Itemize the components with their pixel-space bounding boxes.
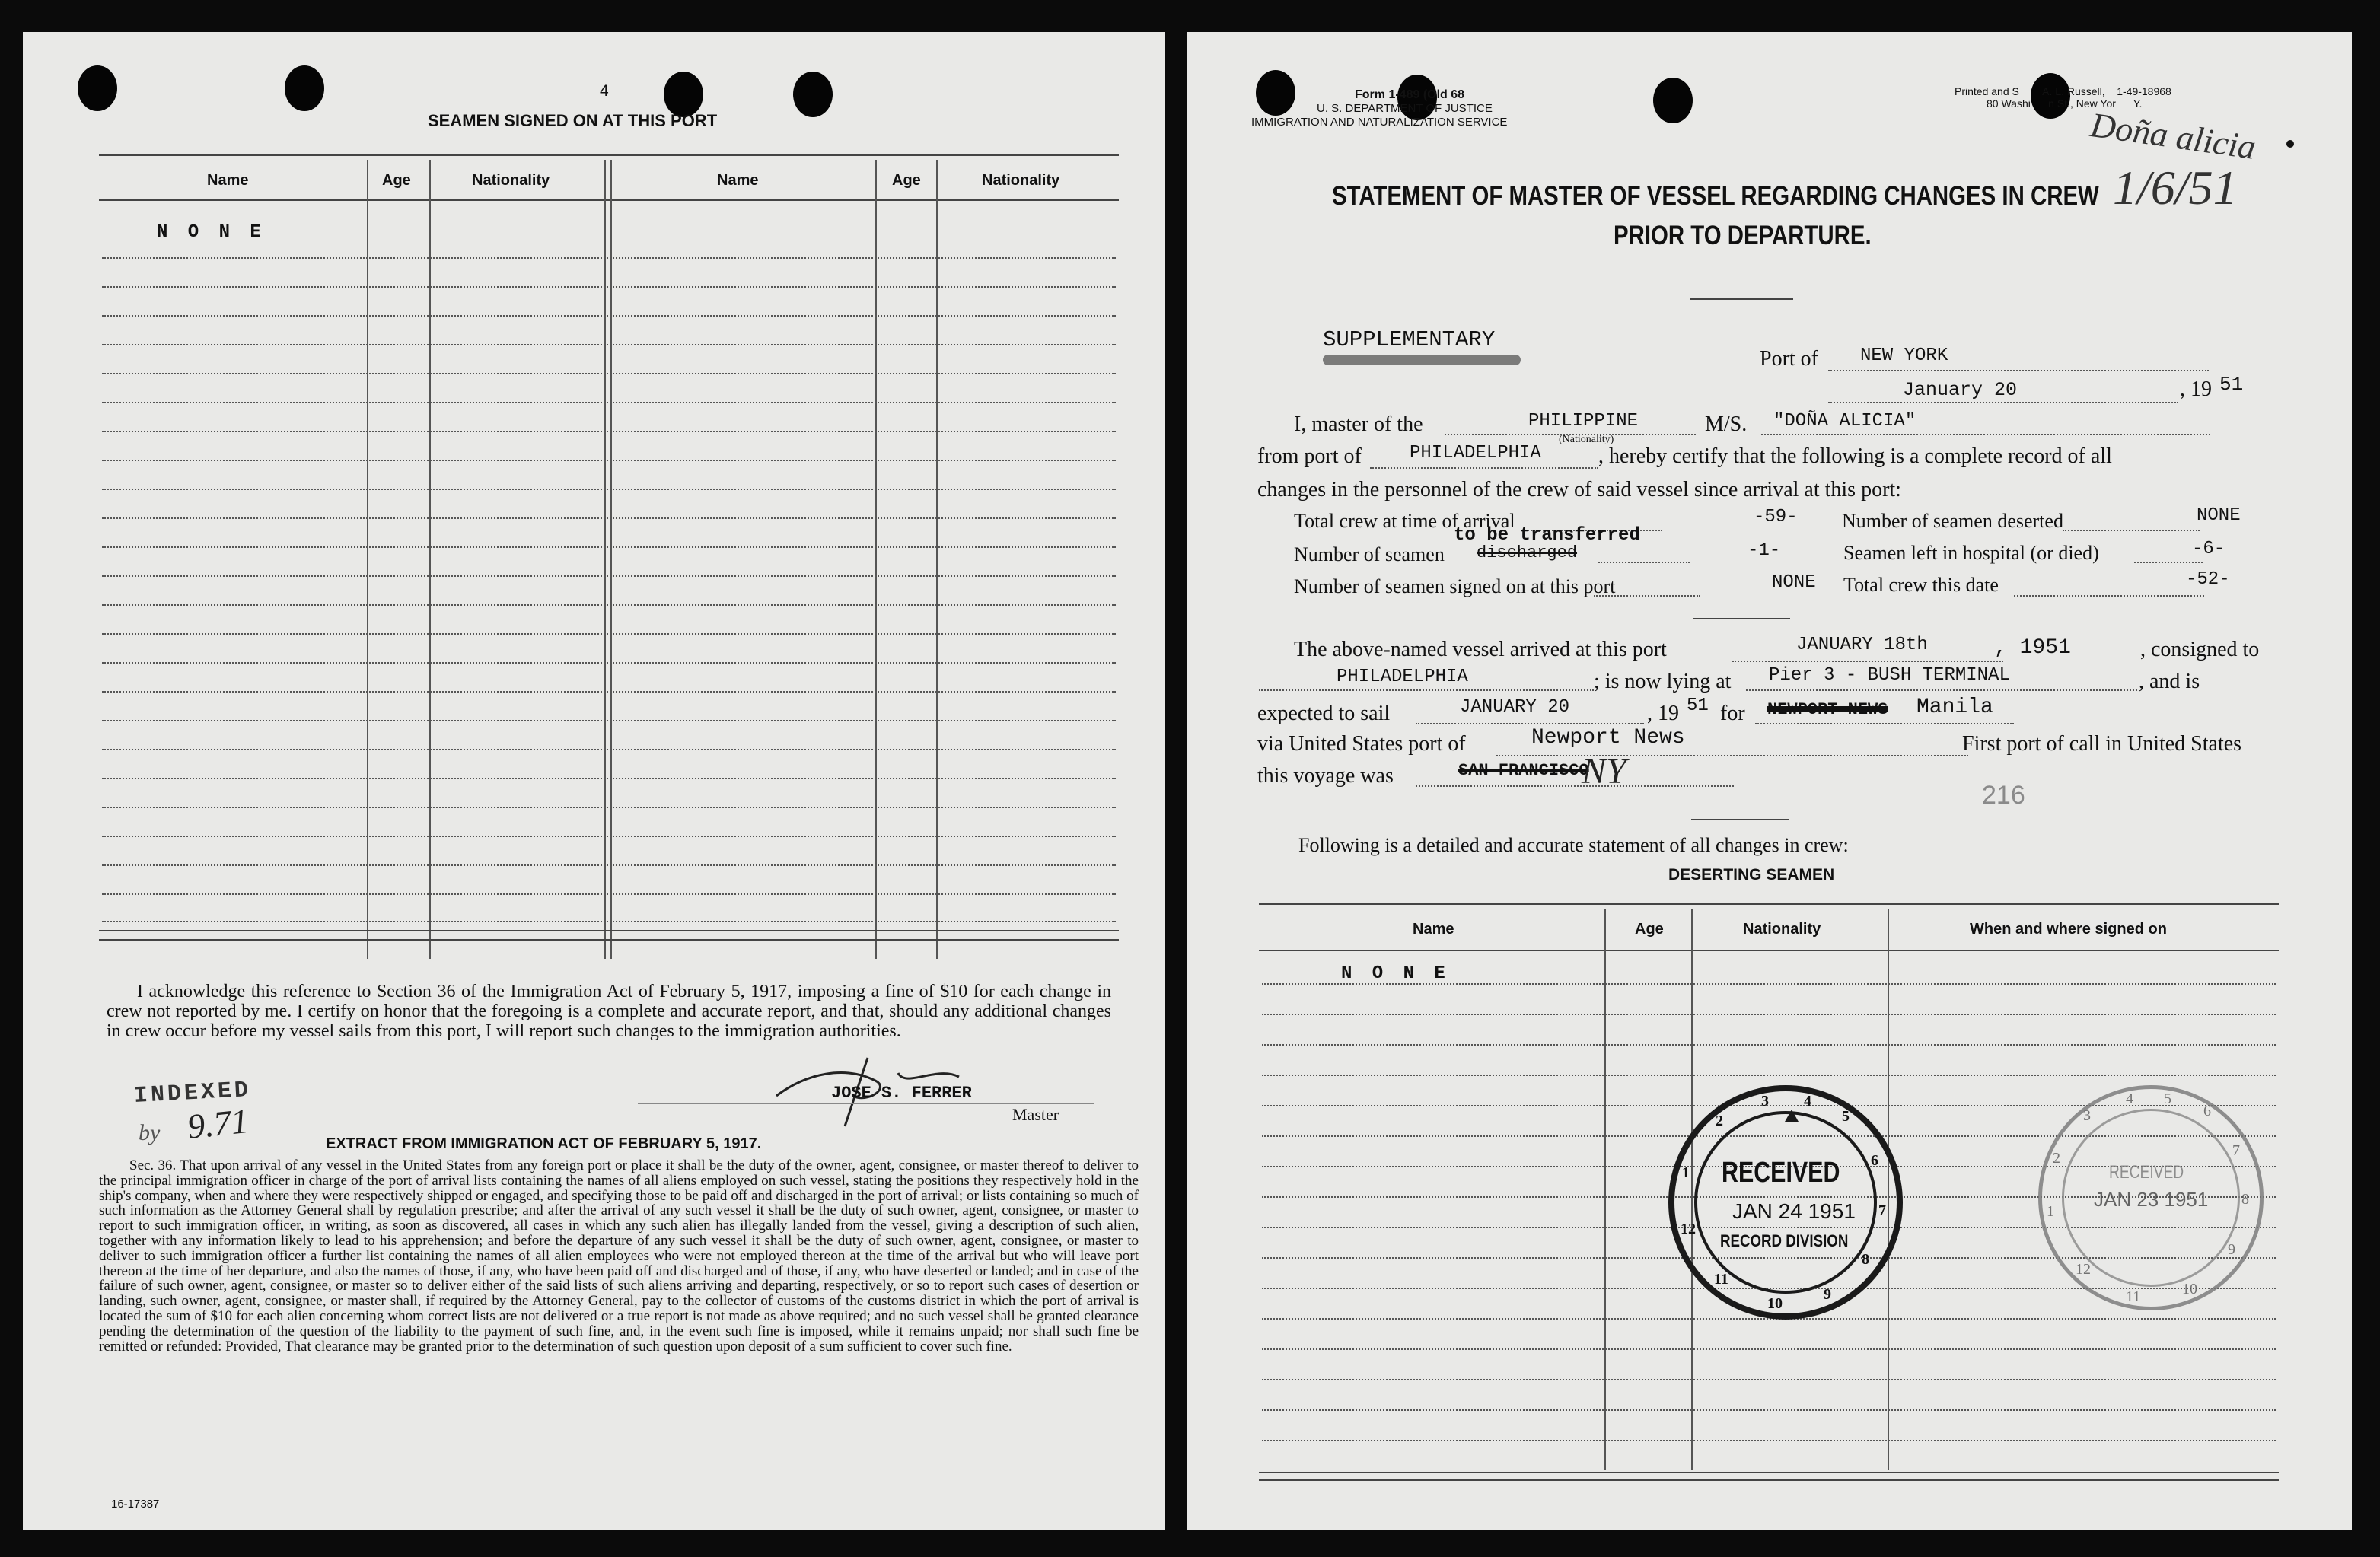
marginal-dot <box>2286 140 2294 148</box>
received-stamp-faint <box>2038 1085 2264 1310</box>
left-page <box>23 32 1165 1530</box>
column-header-age: Age <box>382 172 411 189</box>
consignee-value: PHILADELPHIA <box>1337 667 1468 687</box>
stamp-number: 5 <box>2164 1091 2171 1107</box>
following-text: Following is a detailed and accurate statement of all changes in crew: <box>1298 834 1849 856</box>
date-year-prefix: , 19 <box>2180 377 2212 401</box>
redaction-smudge <box>1323 355 1521 365</box>
handwritten-date: 1/6/51 <box>2113 161 2238 215</box>
indexed-by-label: by <box>139 1120 161 1145</box>
column-header-name: Name <box>207 172 249 189</box>
lying-at-label: ; is now lying at <box>1594 670 1732 693</box>
stamp-number: 5 <box>1842 1108 1850 1125</box>
deserted-value: NONE <box>2197 505 2241 526</box>
printer-line-2: 80 Washi n St., New Yor Y. <box>1987 97 2143 110</box>
vessel-name: "DOÑA ALICIA" <box>1773 411 1916 431</box>
pencil-number: 216 <box>1982 781 2025 810</box>
column-header-age: Age <box>892 172 921 189</box>
stamp-number: 8 <box>2241 1191 2249 1208</box>
arrived-year: , 1951 <box>1994 636 2071 660</box>
master-of-label: I, master of the <box>1294 412 1423 436</box>
section-title: SEAMEN SIGNED ON AT THIS PORT <box>428 111 718 130</box>
form-title-line-2: PRIOR TO DEPARTURE. <box>1614 221 1872 250</box>
stamp-received-text: RECEIVED <box>2109 1162 2184 1183</box>
sail-year-prefix: , 19 <box>1647 702 1679 725</box>
punch-hole <box>1256 70 1295 116</box>
port-label: Port of <box>1760 347 1818 371</box>
port-value: NEW YORK <box>1860 345 1948 366</box>
hospital-label: Seamen left in hospital (or died) <box>1843 542 2099 564</box>
column-header-name: Name <box>717 172 759 189</box>
form-title-line-1: STATEMENT OF MASTER OF VESSEL REGARDING CHANGES IN CREW <box>1332 181 2099 211</box>
master-name-typed: JOSE S. FERRER <box>831 1084 972 1103</box>
total-crew-arrival-label: Total crew at time of arrival <box>1294 510 1515 532</box>
column-header-nationality: Nationality <box>472 172 550 189</box>
for-label: for <box>1720 702 1745 725</box>
printer-line-1: Printed and S A. L. Russell, 1-49-18968 <box>1955 85 2171 97</box>
deserted-label: Number of seamen deserted <box>1842 510 2063 532</box>
extract-text: Sec. 36. That upon arrival of any vessel in the United States from any foreign port or place it shall be the duty of the owner, agent, consignee, or master thereof to deliver to the principal immigration officer in charge of the port of arrival lists containing the names of all aliens employed on such vessel, stating the positions they respectively hold in the ship's company, when and where they were respectively shipped or engaged, and specifying those to be paid off and discharged in the port of arrival; or lists containing so much of such information as the Attorney General shall by regulation prescribe; and after the arrival of any such vessel it shall be the duty of such owner, agent, consignee, or master to report to such immigration officer, in writing, as soon as discovered, all cases in which any such alien has illegally landed from the vessel, giving a description of such alien, together with any information likely to lead to his apprehension; and before the departure of any such vessel it shall be the duty of such owner, agent, consignee, or master to deliver to such immigration officer a further list containing the names of all alien employees who were not employed thereon at the time of the arrival but who will leave port thereon at the time of her departure, and also the names of those, if any, who have been paid off and discharged and of those, if any, who have deserted or landed; and in case of the failure of such owner, agent, consignee, or master so to deliver either of the said lists of such aliens arriving and departing, respectively, or so to report such cases of desertion or landing, such owner, agent, consignee, or master shall, if required by the Attorney General, pay to the collector of customs of the customs district in which the port of arrival is located the sum of $10 for each alien concerning whom correct lists are not delivered or a true report is not made as above required; and no such vessel shall be granted clearance pending the determination of the question of the liability to the payment of such fine, and, in the event such fine is imposed, while it remains unpaid; nor shall such fine be remitted or refunded: Provided, That clearance may be granted prior to the determination of such question upon deposit of a sum sufficient to cover such fine. <box>99 1157 1139 1355</box>
arrow-icon <box>1785 1110 1799 1122</box>
transferred-overtyped: to be transferred <box>1454 525 1640 546</box>
stamp-division: RECORD DIVISION <box>1720 1231 1849 1250</box>
from-port-label: from port of <box>1257 444 1362 468</box>
date-year: 51 <box>2219 373 2244 396</box>
indexed-stamp: INDEXED <box>133 1077 252 1110</box>
hospital-value: -6- <box>2192 539 2225 559</box>
via-port-value: Newport News <box>1531 726 1685 750</box>
stamp-number: 7 <box>1878 1202 1886 1219</box>
sail-date-value: JANUARY 20 <box>1460 697 1570 718</box>
punch-hole <box>793 72 833 117</box>
stamp-number: 2 <box>1716 1113 1723 1129</box>
stamp-number: 6 <box>1871 1152 1878 1169</box>
date-value: January 20 <box>1903 379 2018 401</box>
right-page <box>1187 32 2352 1530</box>
handwritten-vessel-name: Doña alicia <box>2088 105 2258 167</box>
stamp-date: JAN 24 1951 <box>1732 1199 1856 1223</box>
from-port-value: PHILADELPHIA <box>1410 443 1541 463</box>
punch-hole <box>664 72 703 117</box>
page-number: 4 <box>600 82 609 100</box>
stamp-date: JAN 23 1951 <box>2094 1188 2209 1211</box>
stamp-number: 10 <box>2182 1281 2197 1298</box>
signed-on-value: NONE <box>1772 572 1816 593</box>
stamp-number: 9 <box>2228 1241 2235 1258</box>
table-entry-none: N O N E <box>1341 963 1450 984</box>
total-crew-today-value: -52- <box>2186 569 2230 590</box>
punch-hole <box>1653 78 1693 123</box>
punch-hole <box>78 65 117 111</box>
stamp-number: 1 <box>1682 1164 1690 1181</box>
column-header-signed-on: When and where signed on <box>1970 921 2167 938</box>
vessel-type: M/S. <box>1705 412 1748 436</box>
stamp-number: 11 <box>2126 1288 2141 1305</box>
total-crew-today-label: Total crew this date <box>1843 574 1999 596</box>
changes-text: changes in the personnel of the crew of said vessel since arrival at this port: <box>1257 478 1901 501</box>
total-crew-arrival-value: -59- <box>1754 507 1798 527</box>
sail-year: 51 <box>1687 696 1709 716</box>
department-name: U. S. DEPARTMENT OF JUSTICE <box>1317 102 1493 115</box>
voyage-handwritten: NY <box>1582 751 1626 791</box>
nationality-caption: (Nationality) <box>1559 434 1614 445</box>
transferred-value: -1- <box>1748 540 1781 561</box>
stamp-number: 9 <box>1824 1286 1831 1303</box>
stamp-number: 12 <box>2076 1261 2091 1278</box>
stamp-received-text: RECEIVED <box>1722 1157 1840 1189</box>
stamp-number: 8 <box>1862 1251 1869 1268</box>
via-port-label: via United States port of <box>1257 732 1466 756</box>
received-stamp-record-division <box>1668 1085 1903 1320</box>
for-struck: NEWPORT NEWS <box>1767 700 1888 719</box>
column-header-age: Age <box>1635 921 1664 938</box>
for-value: Manila <box>1916 696 1993 719</box>
deserting-title: DESERTING SEAMEN <box>1668 866 1835 884</box>
service-name: IMMIGRATION AND NATURALIZATION SERVICE <box>1251 116 1508 129</box>
stamp-number: 10 <box>1767 1295 1783 1312</box>
master-title-label: Master <box>1012 1105 1059 1124</box>
lying-at-value: Pier 3 - BUSH TERMINAL <box>1769 665 2010 686</box>
stamp-number: 3 <box>2083 1107 2091 1124</box>
extract-title: EXTRACT FROM IMMIGRATION ACT OF FEBRUARY 5, 1917. <box>326 1135 762 1152</box>
stamp-number: 1 <box>2047 1203 2054 1220</box>
consigned-label: , consigned to <box>2140 638 2260 661</box>
arrived-value: JANUARY 18th <box>1796 635 1928 655</box>
punch-hole <box>285 65 324 111</box>
form-id: Form 1-489 (Old 68 <box>1355 88 1465 101</box>
stamp-number: 4 <box>2126 1091 2133 1107</box>
table-entry-none: N O N E <box>157 222 266 243</box>
transferred-struck: discharged <box>1477 543 1578 562</box>
transferred-label: Number of seamen <box>1294 543 1445 565</box>
indexed-initials: 9.71 <box>185 1100 250 1147</box>
and-is-text: , and is <box>2139 670 2200 693</box>
signed-on-label: Number of seamen signed on at this port <box>1294 575 1616 597</box>
stamp-number: 11 <box>1714 1271 1728 1288</box>
stamp-number: 6 <box>2203 1103 2211 1119</box>
stamp-number: 3 <box>1761 1093 1769 1110</box>
first-call-label: First port of call in United States <box>1962 732 2242 756</box>
expected-sail-label: expected to sail <box>1257 702 1391 725</box>
column-header-nationality: Nationality <box>982 172 1060 189</box>
stamp-number: 2 <box>2053 1150 2060 1167</box>
arrived-label: The above-named vessel arrived at this port <box>1294 638 1667 661</box>
supplementary-label: SUPPLEMENTARY <box>1323 327 1496 352</box>
voyage-struck: SAN FRANCISCO <box>1458 761 1589 780</box>
certification-text: I acknowledge this reference to Section 36 of the Immigration Act of February 5, 1917, imposing a fine of $10 for each change in crew not reported by me. I certify on honor that the foregoing is a complete and accurate report, and that, should any additional changes in crew occur before my vessel sails from this port, I will report such changes to the immigration authorities. <box>107 982 1111 1041</box>
form-code: 16-17387 <box>111 1498 160 1511</box>
nationality-value: PHILIPPINE <box>1528 411 1639 431</box>
stamp-number: 4 <box>1804 1093 1811 1110</box>
certify-text: , hereby certify that the following is a complete record of all <box>1598 444 2112 468</box>
column-header-name: Name <box>1413 921 1454 938</box>
column-header-nationality: Nationality <box>1743 921 1821 938</box>
voyage-label: this voyage was <box>1257 764 1394 788</box>
stamp-number: 12 <box>1681 1221 1696 1237</box>
stamp-number: 7 <box>2232 1142 2240 1159</box>
